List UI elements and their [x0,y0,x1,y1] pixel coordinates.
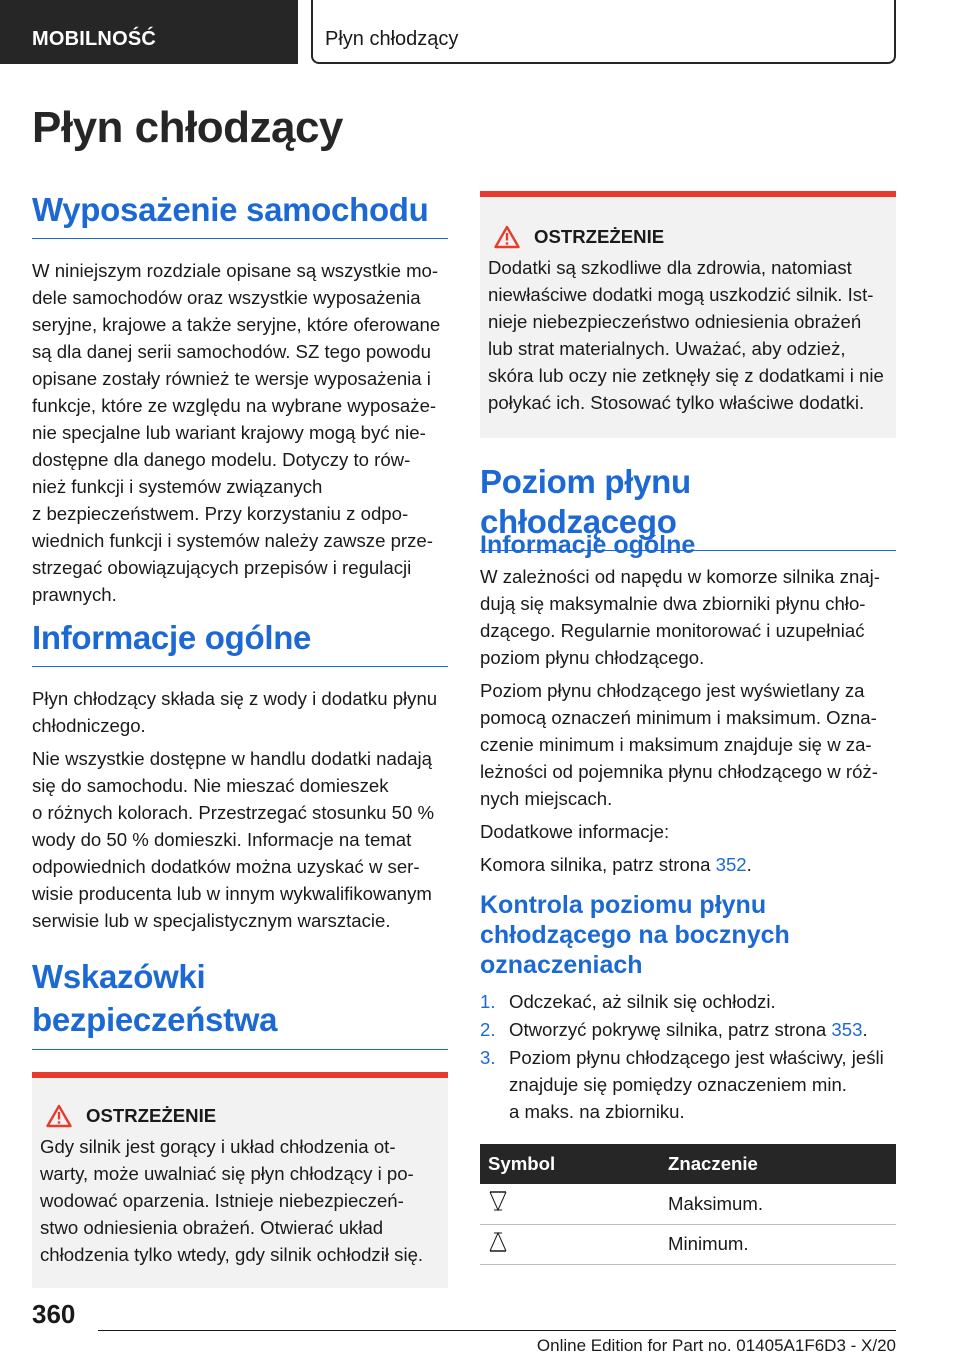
warning-triangle-icon [46,1104,72,1128]
warning-text: Dodatki są szkodliwe dla zdrowia, natomiast niewłaściwe dodatki mogą uszkodzić silnik. Ist- nieje niebezpieczeństwo odniesienia obrażeń lub strat materialnych. Uważać, aby odzież, skóra lub oczy nie zetknęły się z dodatkami i nie połykać ich. Stosować tylko właściwe dodatki. [488,257,884,413]
extra-info-label: Dodatkowe informacje: [480,821,670,842]
page-number: 360 [32,1299,76,1329]
level-paragraph-1: W zależności od napędu w komorze silnika znaj- dują się maksymalnie dwa zbiorniki płynu chło- dzącego. Regularnie monitorować i uzupełniać poziom płynu chłodzącego. [480,566,880,668]
page-title: Płyn chłodzący [32,103,343,152]
footer-edition: Online Edition for Part no. 01405A1F6D3 - X/20 [536,1336,896,1355]
column-header-meaning: Znaczenie [660,1144,896,1184]
header-topic-tab: Płyn chłodzący [311,0,896,64]
warning-text: Gdy silnik jest gorący i układ chłodzenia ot- warty, może uwalniać się płyn chłodzący i po- wodować oparzenia. Istnieje niebezpieczeń- stwo odniesienia obrażeń. Otwierać układ chłodzenia tylko wtedy, gdy silnik ochłodził się. [40,1136,424,1265]
table-header-row [480,1144,896,1184]
check-level-section [480,890,896,1125]
column-header-symbol: Symbol [480,1144,660,1184]
level-paragraph-2: Poziom płynu chłodzącego jest wyświetlany za pomocą oznaczeń minimum i maksimum. Ozna- czenie minimum i maksimum znajduje się w za- leżności od pojemnika płynu chłodzącego w róż- nych miejscach. [480,680,878,809]
equipment-heading: Wyposażenie samochodu [32,190,448,239]
general-paragraph-1: Płyn chłodzący składa się z wody i dodatku płynu chłodniczego. [32,688,438,736]
level-general-heading: Informacje ogólne [480,531,696,559]
table-row [480,1184,896,1224]
symbol-table [480,1144,896,1265]
step-item: 1. Odczekać, aż silnik się ochłodzi. [480,991,776,1012]
warning-box-hot-engine [32,1072,448,1288]
general-section [32,618,448,934]
max-marker-icon [488,1190,508,1212]
warning-triangle-icon [494,225,520,249]
symbol-cell [480,1184,660,1224]
warning-box-additives [480,191,896,438]
step-item: 3. Poziom płynu chłodzącego jest właściwy, jeśli znajduje się pomiędzy oznaczeniem min. a maks. na zbiorniku. [480,1047,884,1122]
page-link-352[interactable]: 352 [715,854,747,875]
min-marker-icon [488,1231,508,1253]
table-row [480,1224,896,1264]
coolant-level-heading: Poziom płynu chłodzącego [480,462,896,551]
safety-section [32,955,448,1288]
safety-heading: Wskazówki bezpieczeństwa [32,955,448,1050]
level-general-section [480,530,896,878]
equipment-paragraph: W niniejszym rozdziale opisane są wszystkie mo- dele samochodów oraz wszystkie wyposażenia seryjne, krajowe a także seryjne, które oferowane są dla danej serii samochodów. SZ tego powodu opisane zostały również te wersje wyposażenia i funkcje, które ze względu na wybrane wyposaże- nie specjalne lub wariant krajowy mogą być nie- dostępne dla danego modelu. Dotyczy to rów- nież funkcji i systemów związanych z bezpieczeństwem. Przy korzystaniu z odpo- wiednich funkcji i systemów należy zawsze prze- strzegać obowiązujących przepisów i regulacji prawnych. [32,260,441,605]
header-section-tab: MOBILNOŚĆ [0,0,298,64]
warning-title: OSTRZEŻENIE [488,223,888,250]
step-item: 2. Otworzyć pokrywę silnika, patrz strona 353. [480,1019,868,1040]
footer-divider [98,1330,896,1331]
general-heading: Informacje ogólne [32,618,448,667]
meaning-cell: Maksimum. [660,1184,896,1224]
symbol-table-wrapper [480,1144,896,1265]
check-level-heading: Kontrola poziomu płynu chłodzącego na bocznych oznaczeniach [480,891,790,979]
engine-compartment-reference: Komora silnika, patrz strona 352. [480,854,752,875]
warning-title: OSTRZEŻENIE [40,1102,440,1129]
meaning-cell: Minimum. [660,1224,896,1264]
page-link-353[interactable]: 353 [831,1019,863,1040]
symbol-cell [480,1224,660,1264]
general-paragraph-2: Nie wszystkie dostępne w handlu dodatki nadają się do samochodu. Nie mieszać domieszek o różnych kolorach. Przestrzegać stosunku 50 % wody do 50 % domieszki. Informacje na temat odpowiednich dodatków można uzyskać w ser- wisie producenta lub w innym wykwalifikowanym serwisie lub w specjalistycznym warsztacie. [32,748,435,931]
check-steps-list [480,988,896,1125]
equipment-section [32,190,448,608]
